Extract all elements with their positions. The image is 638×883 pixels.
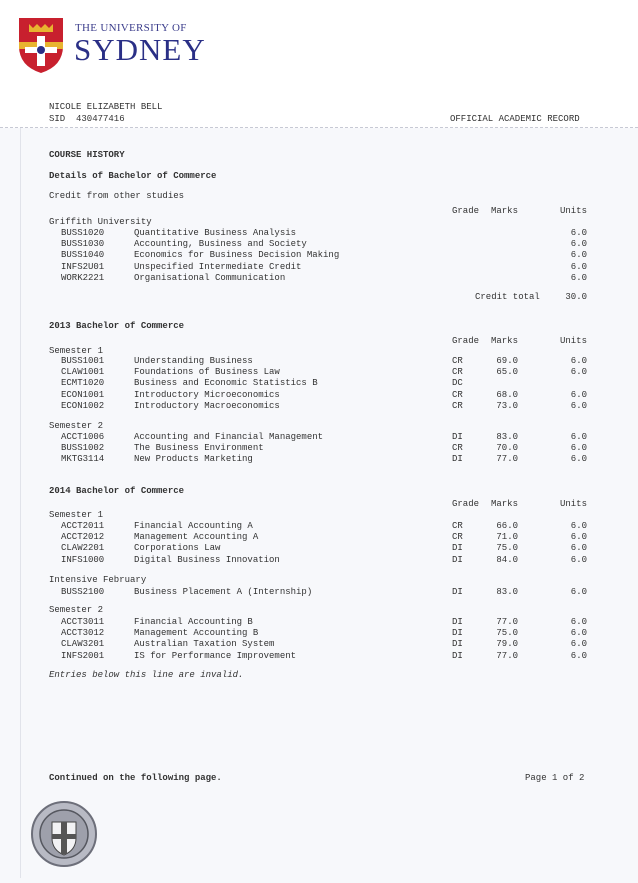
semester-label: Semester 2: [49, 421, 104, 431]
course-grade: DI: [452, 639, 463, 650]
course-marks: 65.0: [496, 367, 518, 378]
course-marks: 69.0: [496, 356, 518, 366]
course-code: ACCT1006: [61, 432, 105, 442]
grade-header: Grade: [452, 206, 480, 216]
course-code: BUSS1002: [61, 443, 105, 454]
course-units: 6.0: [570, 543, 587, 554]
page-number: Page 1 of 2: [525, 773, 585, 783]
grade-header: Grade: [452, 336, 480, 346]
credit-total-value: 30.0: [565, 292, 587, 302]
table-row: [0, 390, 638, 401]
course-units: 6.0: [570, 454, 587, 465]
course-title: Introductory Microeconomics: [134, 389, 280, 400]
continued-note: Continued on the following page.: [49, 773, 222, 783]
course-units: 6.0: [570, 617, 587, 627]
course-code: MKTG3114: [61, 454, 105, 465]
course-grade: CR: [452, 443, 463, 454]
course-title: Australian Taxation System: [134, 639, 275, 650]
course-units: 6.0: [570, 228, 587, 238]
course-code: WORK2221: [61, 272, 105, 283]
course-marks: 71.0: [496, 532, 518, 543]
course-title: Unspecified Intermediate Credit: [134, 261, 302, 272]
course-marks: 83.0: [496, 587, 518, 597]
course-marks: 68.0: [496, 389, 518, 400]
course-units: 6.0: [570, 532, 587, 543]
course-marks: 73.0: [496, 400, 518, 411]
table-row: [0, 443, 638, 454]
table-row: [0, 401, 638, 412]
course-marks: 79.0: [496, 639, 518, 650]
course-code: INFS1000: [61, 554, 105, 565]
course-units: 6.0: [570, 239, 587, 250]
course-title: Corporations Law: [134, 543, 221, 554]
semester-label: Semester 1: [49, 346, 104, 356]
student-name: NICOLE ELIZABETH BELL: [49, 102, 163, 112]
table-row: [0, 587, 638, 598]
course-code: INFS2001: [61, 650, 105, 661]
marks-header: Marks: [490, 206, 518, 216]
course-code: ACCT3011: [61, 617, 105, 627]
course-marks: 75.0: [496, 628, 518, 639]
course-title: Management Accounting B: [134, 628, 259, 639]
letterhead: [0, 0, 638, 128]
credit-total-row: [0, 292, 638, 303]
course-units: 6.0: [570, 367, 587, 378]
credit-total-label: Credit total: [475, 292, 540, 302]
course-units: 6.0: [570, 521, 587, 531]
course-code: BUSS1030: [61, 239, 105, 250]
header-divider: [0, 127, 638, 128]
course-units: 6.0: [570, 261, 587, 272]
course-title: Accounting and Financial Management: [134, 432, 324, 442]
course-code: BUSS1040: [61, 250, 105, 261]
course-title: IS for Performance Improvement: [134, 650, 297, 661]
course-title: Business Placement A (Internship): [134, 587, 313, 597]
course-title: Business and Economic Statistics B: [134, 378, 318, 389]
course-title: Quantitative Business Analysis: [134, 228, 297, 238]
course-title: New Products Marketing: [134, 454, 253, 465]
semester-label: Intensive February: [49, 575, 147, 585]
credit-institution: Griffith University: [49, 217, 152, 227]
course-code: ACCT2012: [61, 532, 105, 543]
table-row: [0, 228, 638, 239]
table-row: [0, 651, 638, 662]
course-code: ACCT3012: [61, 628, 105, 639]
credit-note: Credit from other studies: [49, 191, 185, 201]
course-code: CLAW2201: [61, 543, 105, 554]
marks-header: Marks: [490, 336, 518, 346]
course-title: Organisational Communication: [134, 272, 286, 283]
table-row: [0, 273, 638, 284]
course-grade: DI: [452, 554, 463, 565]
course-marks: 77.0: [496, 617, 518, 627]
course-units: 6.0: [570, 432, 587, 442]
marks-header: Marks: [490, 499, 518, 509]
course-grade: DI: [452, 432, 463, 442]
table-row: [0, 454, 638, 465]
course-grade: CR: [452, 400, 463, 411]
table-row: [0, 555, 638, 566]
course-code: ECON1001: [61, 389, 105, 400]
table-row: [0, 378, 638, 389]
course-grade: CR: [452, 521, 463, 531]
course-code: BUSS1020: [61, 228, 105, 238]
course-title: Financial Accounting A: [134, 521, 253, 531]
student-id: SID 430477416: [49, 114, 125, 124]
table-row: [0, 356, 638, 367]
course-marks: 77.0: [496, 650, 518, 661]
table-row: [0, 250, 638, 261]
table-row: [0, 628, 638, 639]
university-name-line2: SYDNEY: [74, 32, 206, 67]
course-units: 6.0: [570, 639, 587, 650]
table-row: [0, 532, 638, 543]
semester-label: Semester 1: [49, 510, 104, 520]
course-title: Foundations of Business Law: [134, 367, 280, 378]
course-code: CLAW3201: [61, 639, 105, 650]
year-2013-title: 2013 Bachelor of Commerce: [49, 321, 185, 331]
table-row: [0, 521, 638, 532]
course-code: ECON1002: [61, 400, 105, 411]
course-units: 6.0: [570, 443, 587, 454]
course-units: 6.0: [570, 587, 587, 597]
course-code: CLAW1001: [61, 367, 105, 378]
course-title: Management Accounting A: [134, 532, 259, 543]
course-grade: DI: [452, 650, 463, 661]
course-grade: CR: [452, 532, 463, 543]
course-title: Accounting, Business and Society: [134, 239, 307, 250]
course-title: Digital Business Innovation: [134, 554, 280, 565]
course-units: 6.0: [570, 650, 587, 661]
units-header: Units: [559, 499, 587, 509]
table-row: [0, 639, 638, 650]
course-history-title: COURSE HISTORY: [49, 150, 125, 160]
course-grade: CR: [452, 389, 463, 400]
course-grade: CR: [452, 367, 463, 378]
course-title: Economics for Business Decision Making: [134, 250, 340, 261]
course-units: 6.0: [570, 400, 587, 411]
units-header: Units: [559, 336, 587, 346]
course-units: 6.0: [570, 389, 587, 400]
course-grade: CR: [452, 356, 463, 366]
grade-header: Grade: [452, 499, 480, 509]
course-marks: 66.0: [496, 521, 518, 531]
course-title: Understanding Business: [134, 356, 253, 366]
course-code: INFS2U01: [61, 261, 105, 272]
invalid-note: Entries below this line are invalid.: [49, 670, 244, 680]
course-marks: 83.0: [496, 432, 518, 442]
year-2014-title: 2014 Bachelor of Commerce: [49, 486, 185, 496]
column-headers-2014: [0, 499, 638, 510]
table-row: [0, 432, 638, 443]
course-units: 6.0: [570, 628, 587, 639]
table-row: [0, 617, 638, 628]
course-title: Introductory Macroeconomics: [134, 400, 280, 411]
course-marks: 75.0: [496, 543, 518, 554]
course-grade: DI: [452, 587, 463, 597]
course-units: 6.0: [570, 272, 587, 283]
course-marks: 70.0: [496, 443, 518, 454]
units-header: Units: [559, 206, 587, 216]
university-name-line1: THE UNIVERSITY OF: [75, 22, 187, 34]
course-grade: DC: [452, 378, 463, 389]
course-units: 6.0: [570, 554, 587, 565]
table-row: [0, 367, 638, 378]
course-grade: DI: [452, 454, 463, 465]
university-crest-icon: [17, 16, 65, 74]
course-code: ECMT1020: [61, 378, 105, 389]
course-code: BUSS2100: [61, 587, 105, 597]
table-row: [0, 239, 638, 250]
course-title: The Business Environment: [134, 443, 264, 454]
course-grade: DI: [452, 617, 463, 627]
course-grade: DI: [452, 543, 463, 554]
course-marks: 77.0: [496, 454, 518, 465]
course-title: Financial Accounting B: [134, 617, 253, 627]
table-row: [0, 543, 638, 554]
course-units: 6.0: [570, 356, 587, 366]
course-code: BUSS1001: [61, 356, 105, 366]
details-title: Details of Bachelor of Commerce: [49, 171, 217, 181]
course-marks: 84.0: [496, 554, 518, 565]
column-headers: [0, 206, 638, 217]
university-seal-icon: [30, 800, 98, 868]
table-row: [0, 262, 638, 273]
semester-label: Semester 2: [49, 605, 104, 615]
record-title: OFFICIAL ACADEMIC RECORD: [450, 114, 580, 124]
course-grade: DI: [452, 628, 463, 639]
course-code: ACCT2011: [61, 521, 105, 531]
course-units: 6.0: [570, 250, 587, 261]
